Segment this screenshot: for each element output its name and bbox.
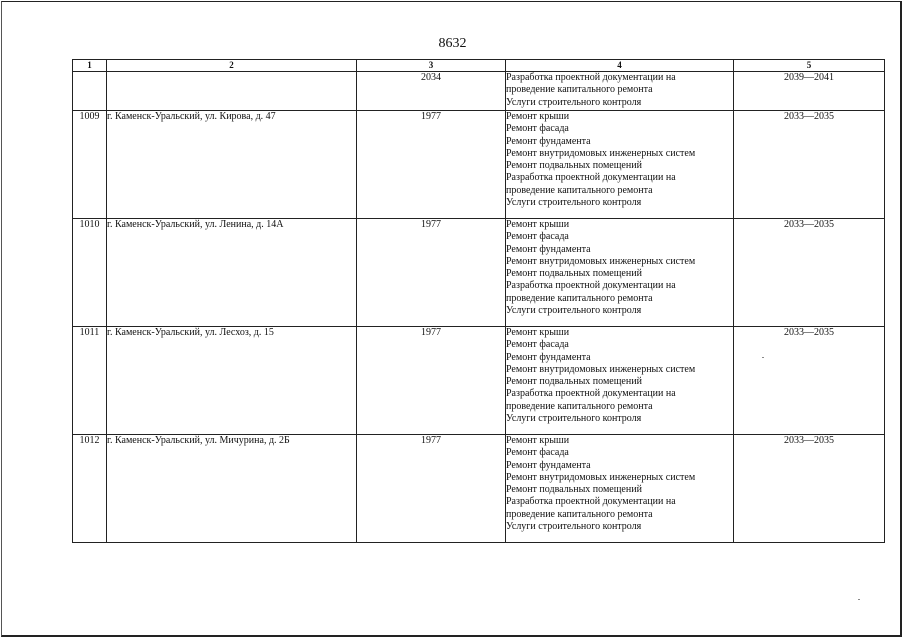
work-item: Услуги строительного контроля: [506, 521, 642, 533]
work-item: Разработка проектной документации на: [506, 388, 676, 400]
header-col-3: 3: [357, 60, 506, 72]
work-item: проведение капитального ремонта: [506, 508, 653, 520]
address-cell: г. Каменск-Уральский, ул. Лесхоз, д. 15: [107, 327, 357, 435]
header-col-1: 1: [73, 60, 107, 72]
work-item: Ремонт крыши: [506, 435, 570, 446]
row-number-cell: 1009: [73, 111, 107, 219]
row-number-cell: [73, 72, 107, 111]
works-cell: [506, 219, 734, 327]
table-header-row: [73, 60, 885, 72]
year-cell: 1977: [357, 327, 506, 435]
work-item: проведение капитального ремонта: [506, 184, 653, 196]
work-item: Ремонт фасада: [506, 339, 569, 351]
work-item: Ремонт внутридомовых инженерных систем: [506, 147, 696, 159]
work-item: Услуги строительного контроля: [506, 96, 642, 108]
header-col-2: 2: [107, 60, 357, 72]
scan-speck: [762, 357, 764, 358]
work-item: Ремонт крыши: [506, 219, 570, 230]
work-item: Ремонт внутридомовых инженерных систем: [506, 363, 696, 375]
works-cell: [506, 435, 734, 543]
work-item: проведение капитального ремонта: [506, 84, 653, 96]
work-item: Ремонт подвальных помещений: [506, 160, 642, 172]
work-item: Услуги строительного контроля: [506, 413, 642, 425]
work-item: Ремонт подвальных помещений: [506, 376, 642, 388]
period-cell: 2033—2035: [734, 327, 885, 435]
year-cell: 2034: [357, 72, 506, 111]
work-item: Ремонт фасада: [506, 123, 569, 135]
work-item: проведение капитального ремонта: [506, 292, 653, 304]
address-cell: г. Каменск-Уральский, ул. Ленина, д. 14А: [107, 219, 357, 327]
period-cell: 2039—2041: [734, 72, 885, 111]
work-item: Разработка проектной документации на: [506, 172, 676, 184]
table-row: [73, 219, 885, 327]
address-cell: г. Каменск-Уральский, ул. Кирова, д. 47: [107, 111, 357, 219]
header-col-5: 5: [734, 60, 885, 72]
table-row: [73, 111, 885, 219]
works-cell: [506, 327, 734, 435]
table-body: [73, 72, 885, 543]
year-cell: 1977: [357, 435, 506, 543]
period-cell: 2033—2035: [734, 219, 885, 327]
year-cell: 1977: [357, 219, 506, 327]
row-number-cell: 1012: [73, 435, 107, 543]
address-cell: г. Каменск-Уральский, ул. Мичурина, д. 2Б: [107, 435, 357, 543]
works-cell: [506, 111, 734, 219]
work-item: Ремонт подвальных помещений: [506, 268, 642, 280]
work-item: Ремонт внутридомовых инженерных систем: [506, 255, 696, 267]
work-item: Ремонт фасада: [506, 447, 569, 459]
table-row: [73, 72, 885, 111]
work-item: Разработка проектной документации на: [506, 72, 676, 83]
work-item: Ремонт фундамента: [506, 135, 591, 147]
work-item: Ремонт крыши: [506, 327, 570, 338]
row-number-cell: 1011: [73, 327, 107, 435]
table-row: [73, 327, 885, 435]
header-col-4: 4: [506, 60, 734, 72]
row-number-cell: 1010: [73, 219, 107, 327]
work-item: Ремонт внутридомовых инженерных систем: [506, 471, 696, 483]
work-item: Ремонт фундамента: [506, 459, 591, 471]
work-item: Ремонт фасада: [506, 231, 569, 243]
work-item: Разработка проектной документации на: [506, 496, 676, 508]
work-item: Разработка проектной документации на: [506, 280, 676, 292]
works-cell: [506, 72, 734, 111]
work-item: Ремонт фундамента: [506, 351, 591, 363]
address-cell: [107, 72, 357, 111]
repair-schedule-table: [72, 59, 885, 543]
year-cell: 1977: [357, 111, 506, 219]
period-cell: 2033—2035: [734, 111, 885, 219]
work-item: Услуги строительного контроля: [506, 305, 642, 317]
work-item: проведение капитального ремонта: [506, 400, 653, 412]
work-item: Услуги строительного контроля: [506, 197, 642, 209]
scan-speck: [858, 599, 860, 600]
page-number: 8632: [438, 36, 467, 51]
work-item: Ремонт подвальных помещений: [506, 484, 642, 496]
table-row: [73, 435, 885, 543]
work-item: Ремонт фундамента: [506, 243, 591, 255]
work-item: Ремонт крыши: [506, 111, 570, 122]
period-cell: 2033—2035: [734, 435, 885, 543]
